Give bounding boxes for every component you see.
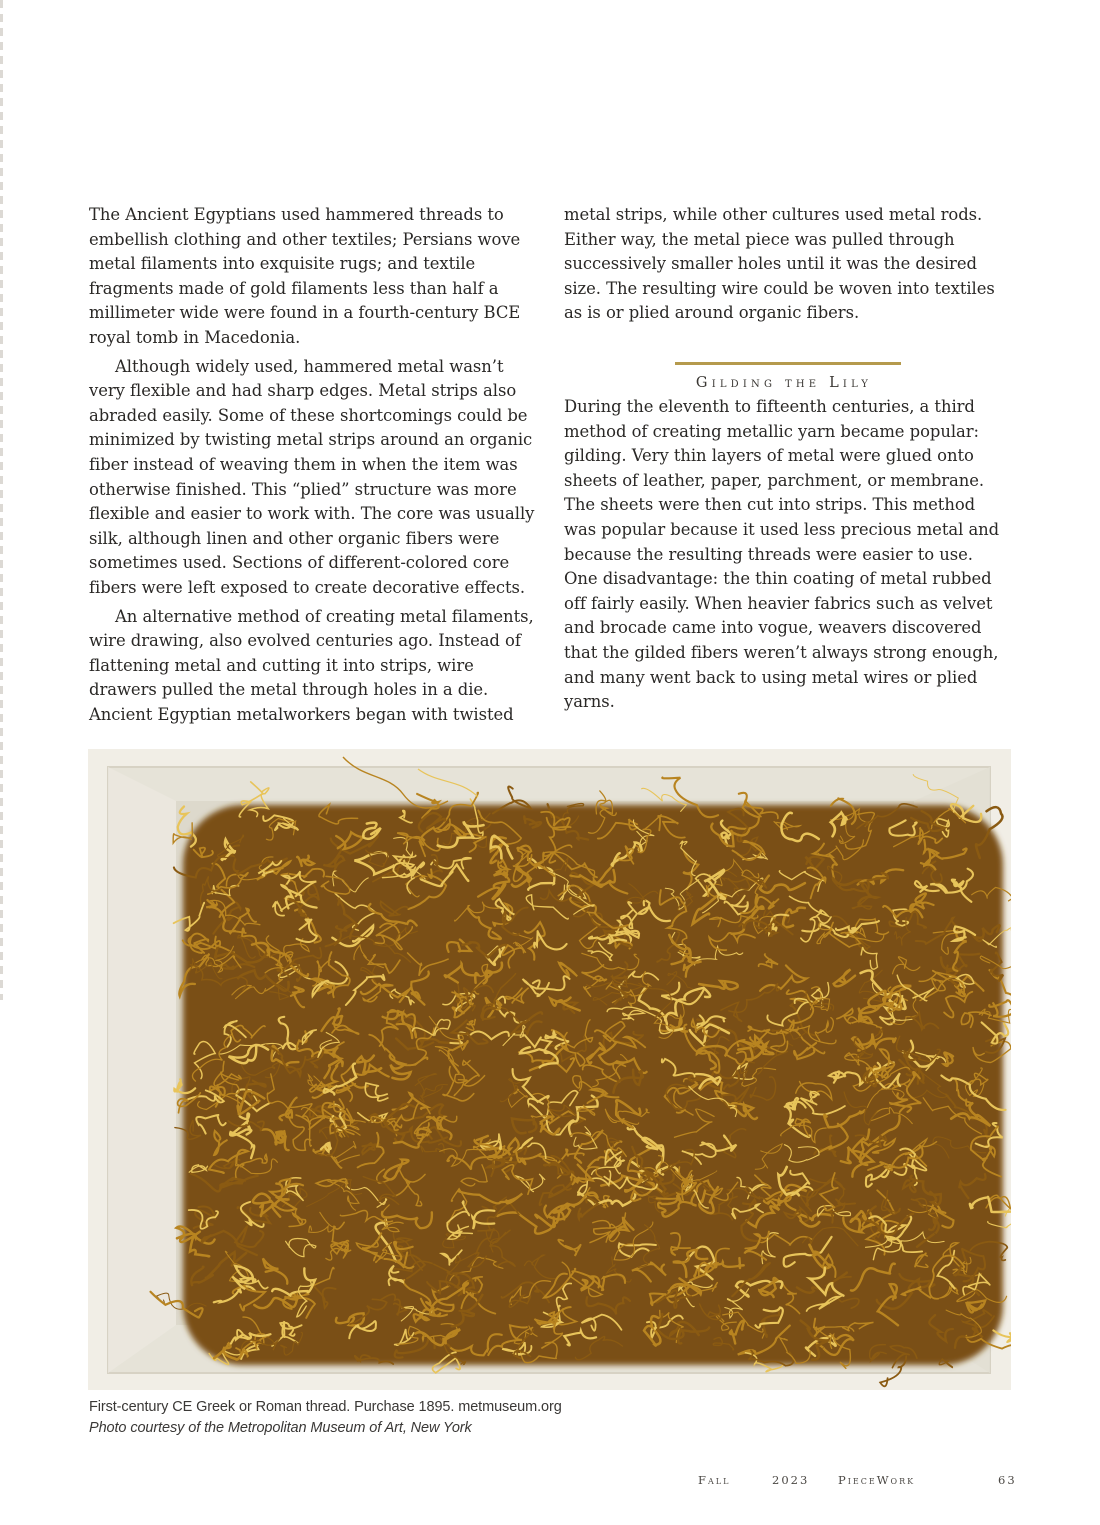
body-paragraph-continued: metal strips, while other cultures used metal rods. Either way, the metal piece was pulled through successively smaller holes until it was the desired size. The resulting wire could be woven into textiles as is or plied around organic fibers. [564, 205, 995, 323]
page-number: 63 [998, 1473, 1017, 1487]
page-edge-binding [0, 0, 3, 1000]
figure-credit: Photo courtesy of the Metropolitan Museum of Art, New York [89, 1420, 472, 1436]
thread-strand [275, 1131, 285, 1142]
body-paragraph: An alternative method of creating metal filaments, wire drawing, also evolved centuries ago. Instead of flattening metal and cutting it into strips, wire drawers pulled the metal through holes in a die. Ancient Egyptian metalworkers began with twisted [89, 606, 534, 724]
page-footer [680, 1473, 1015, 1489]
gold-thread-illustration [88, 749, 1011, 1390]
frame-bevel-left [108, 767, 176, 1373]
footer-season: Fall [698, 1473, 731, 1487]
gold-thread-photo [88, 749, 1011, 1390]
section-heading: Gilding the Lily [695, 374, 873, 391]
left-text-column [89, 203, 539, 727]
footer-magazine-name: PieceWork [838, 1473, 916, 1487]
figure-caption: First-century CE Greek or Roman thread. Purchase 1895. metmuseum.org [89, 1399, 562, 1415]
section-divider-rule [675, 362, 901, 365]
right-text-column [564, 203, 1009, 715]
body-paragraph: The Ancient Egyptians used hammered threads to embellish clothing and other textiles; Persians wove metal filaments into exquisite rugs; and textile fragments made of gold filaments less than half a millimeter wide were found in a fourth-century BCE royal tomb in Macedonia. [89, 205, 521, 347]
footer-year: 2023 [772, 1473, 810, 1487]
body-paragraph: Although widely used, hammered metal wasn’t very flexible and had sharp edges. Metal strips also abraded easily. Some of these shortcomings could be minimized by twisting metal strips around an organic fiber instead of weaving them in when the item was otherwise finished. This “plied” structure was more flexible and easier to work with. The core was usually silk, although linen and other organic fibers were sometimes used. Sections of different-colored core fibers were left exposed to create decorative effects. [89, 356, 535, 597]
body-paragraph: During the eleventh to fifteenth centuries, a third method of creating metallic yarn became popular: gilding. Very thin layers of metal were glued onto sheets of leather, paper, parchment, or membrane. The sheets were then cut into strips. This method was popular because it used less precious metal and because the resulting threads were easier to use. One disadvantage: the thin coating of metal rubbed off fairly easily. When heavier fabrics such as velvet and brocade came into vogue, weavers discovered that the gilded fibers weren’t always strong enough, and many went back to using metal wires or plied yarns. [564, 396, 1000, 712]
